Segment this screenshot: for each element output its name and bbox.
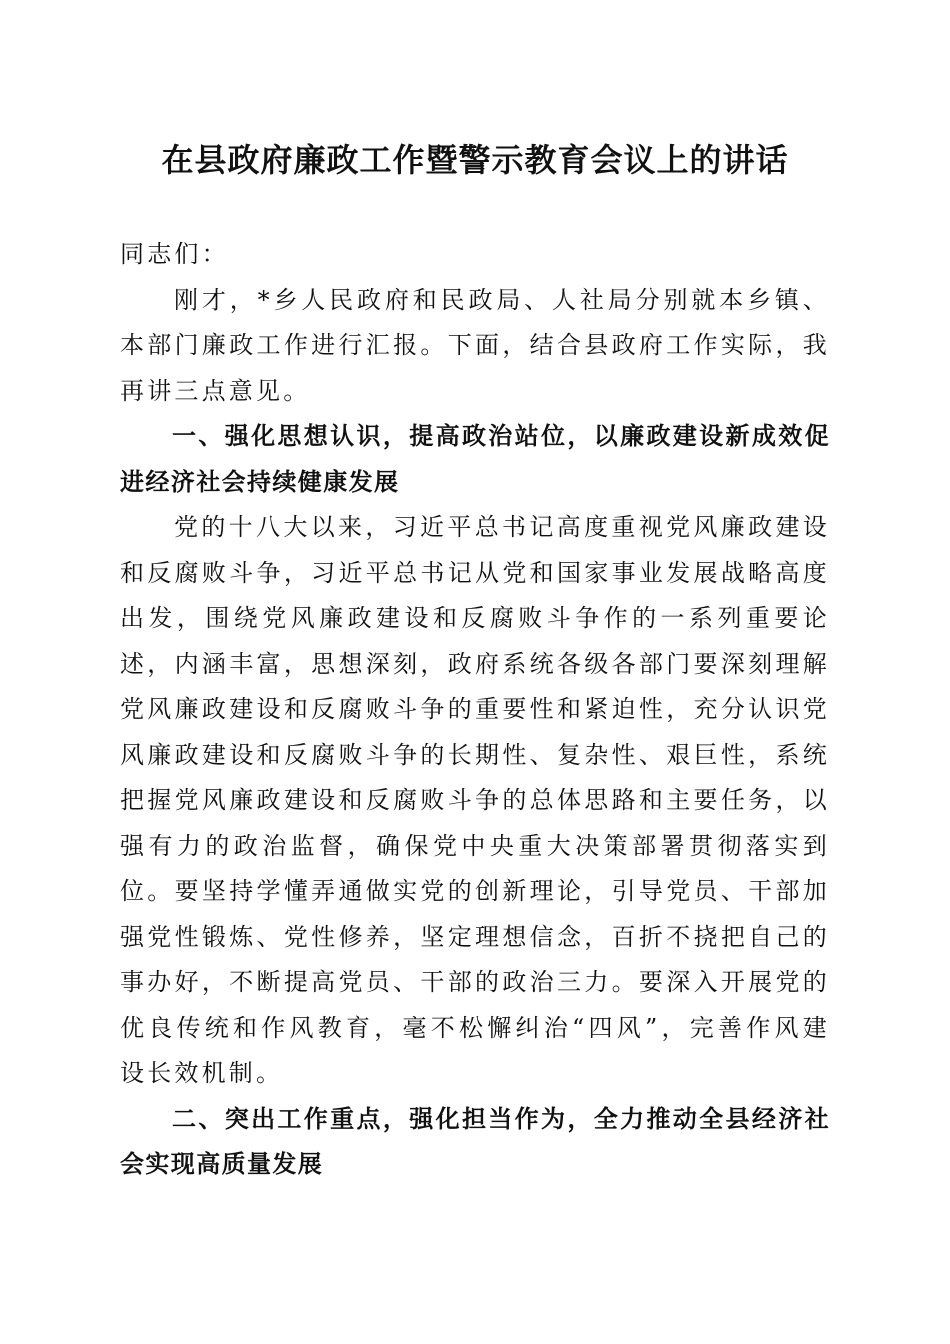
salutation: 同志们： bbox=[120, 240, 229, 268]
document-title: 在县政府廉政工作暨警示教育会议上的讲话 bbox=[161, 141, 789, 179]
section-heading-2: 二、突出工作重点，强化担当作为，全力推动全县经济社会实现高质量发展 bbox=[120, 1104, 830, 1178]
intro-paragraph: 刚才，*乡人民政府和民政局、人社局分别就本乡镇、本部门廉政工作进行汇报。下面，结合县政府工作实际，我再讲三点意见。 bbox=[120, 285, 830, 405]
section-heading-1: 一、强化思想认识，提高政治站位，以廉政建设新成效促进经济社会持续健康发展 bbox=[120, 422, 830, 496]
document-body bbox=[120, 232, 830, 1188]
section-1-paragraph: 党的十八大以来，习近平总书记高度重视党风廉政建设和反腐败斗争，习近平总书记从党和国家事业发展战略高度出发，围绕党风廉政建设和反腐败斗争作的一系列重要论述，内涵丰富，思想深刻，政府系统各级各部门要深刻理解党风廉政建设和反腐败斗争的重要性和紧迫性，充分认识党风廉政建设和反腐败斗争的长期性、复杂性、艰巨性，系统把握党风廉政建设和反腐败斗争的总体思路和主要任务，以强有力的政治监督，确保党中央重大决策部署贯彻落实到位。要坚持学懂弄通做实党的创新理论，引导党员、干部加强党性锻炼、党性修养，坚定理想信念，百折不挠把自己的事办好，不断提高党员、干部的政治三力。要深入开展党的优良传统和作风教育，毫不松懈纠治“四风”，完善作风建设长效机制。 bbox=[120, 513, 830, 1087]
